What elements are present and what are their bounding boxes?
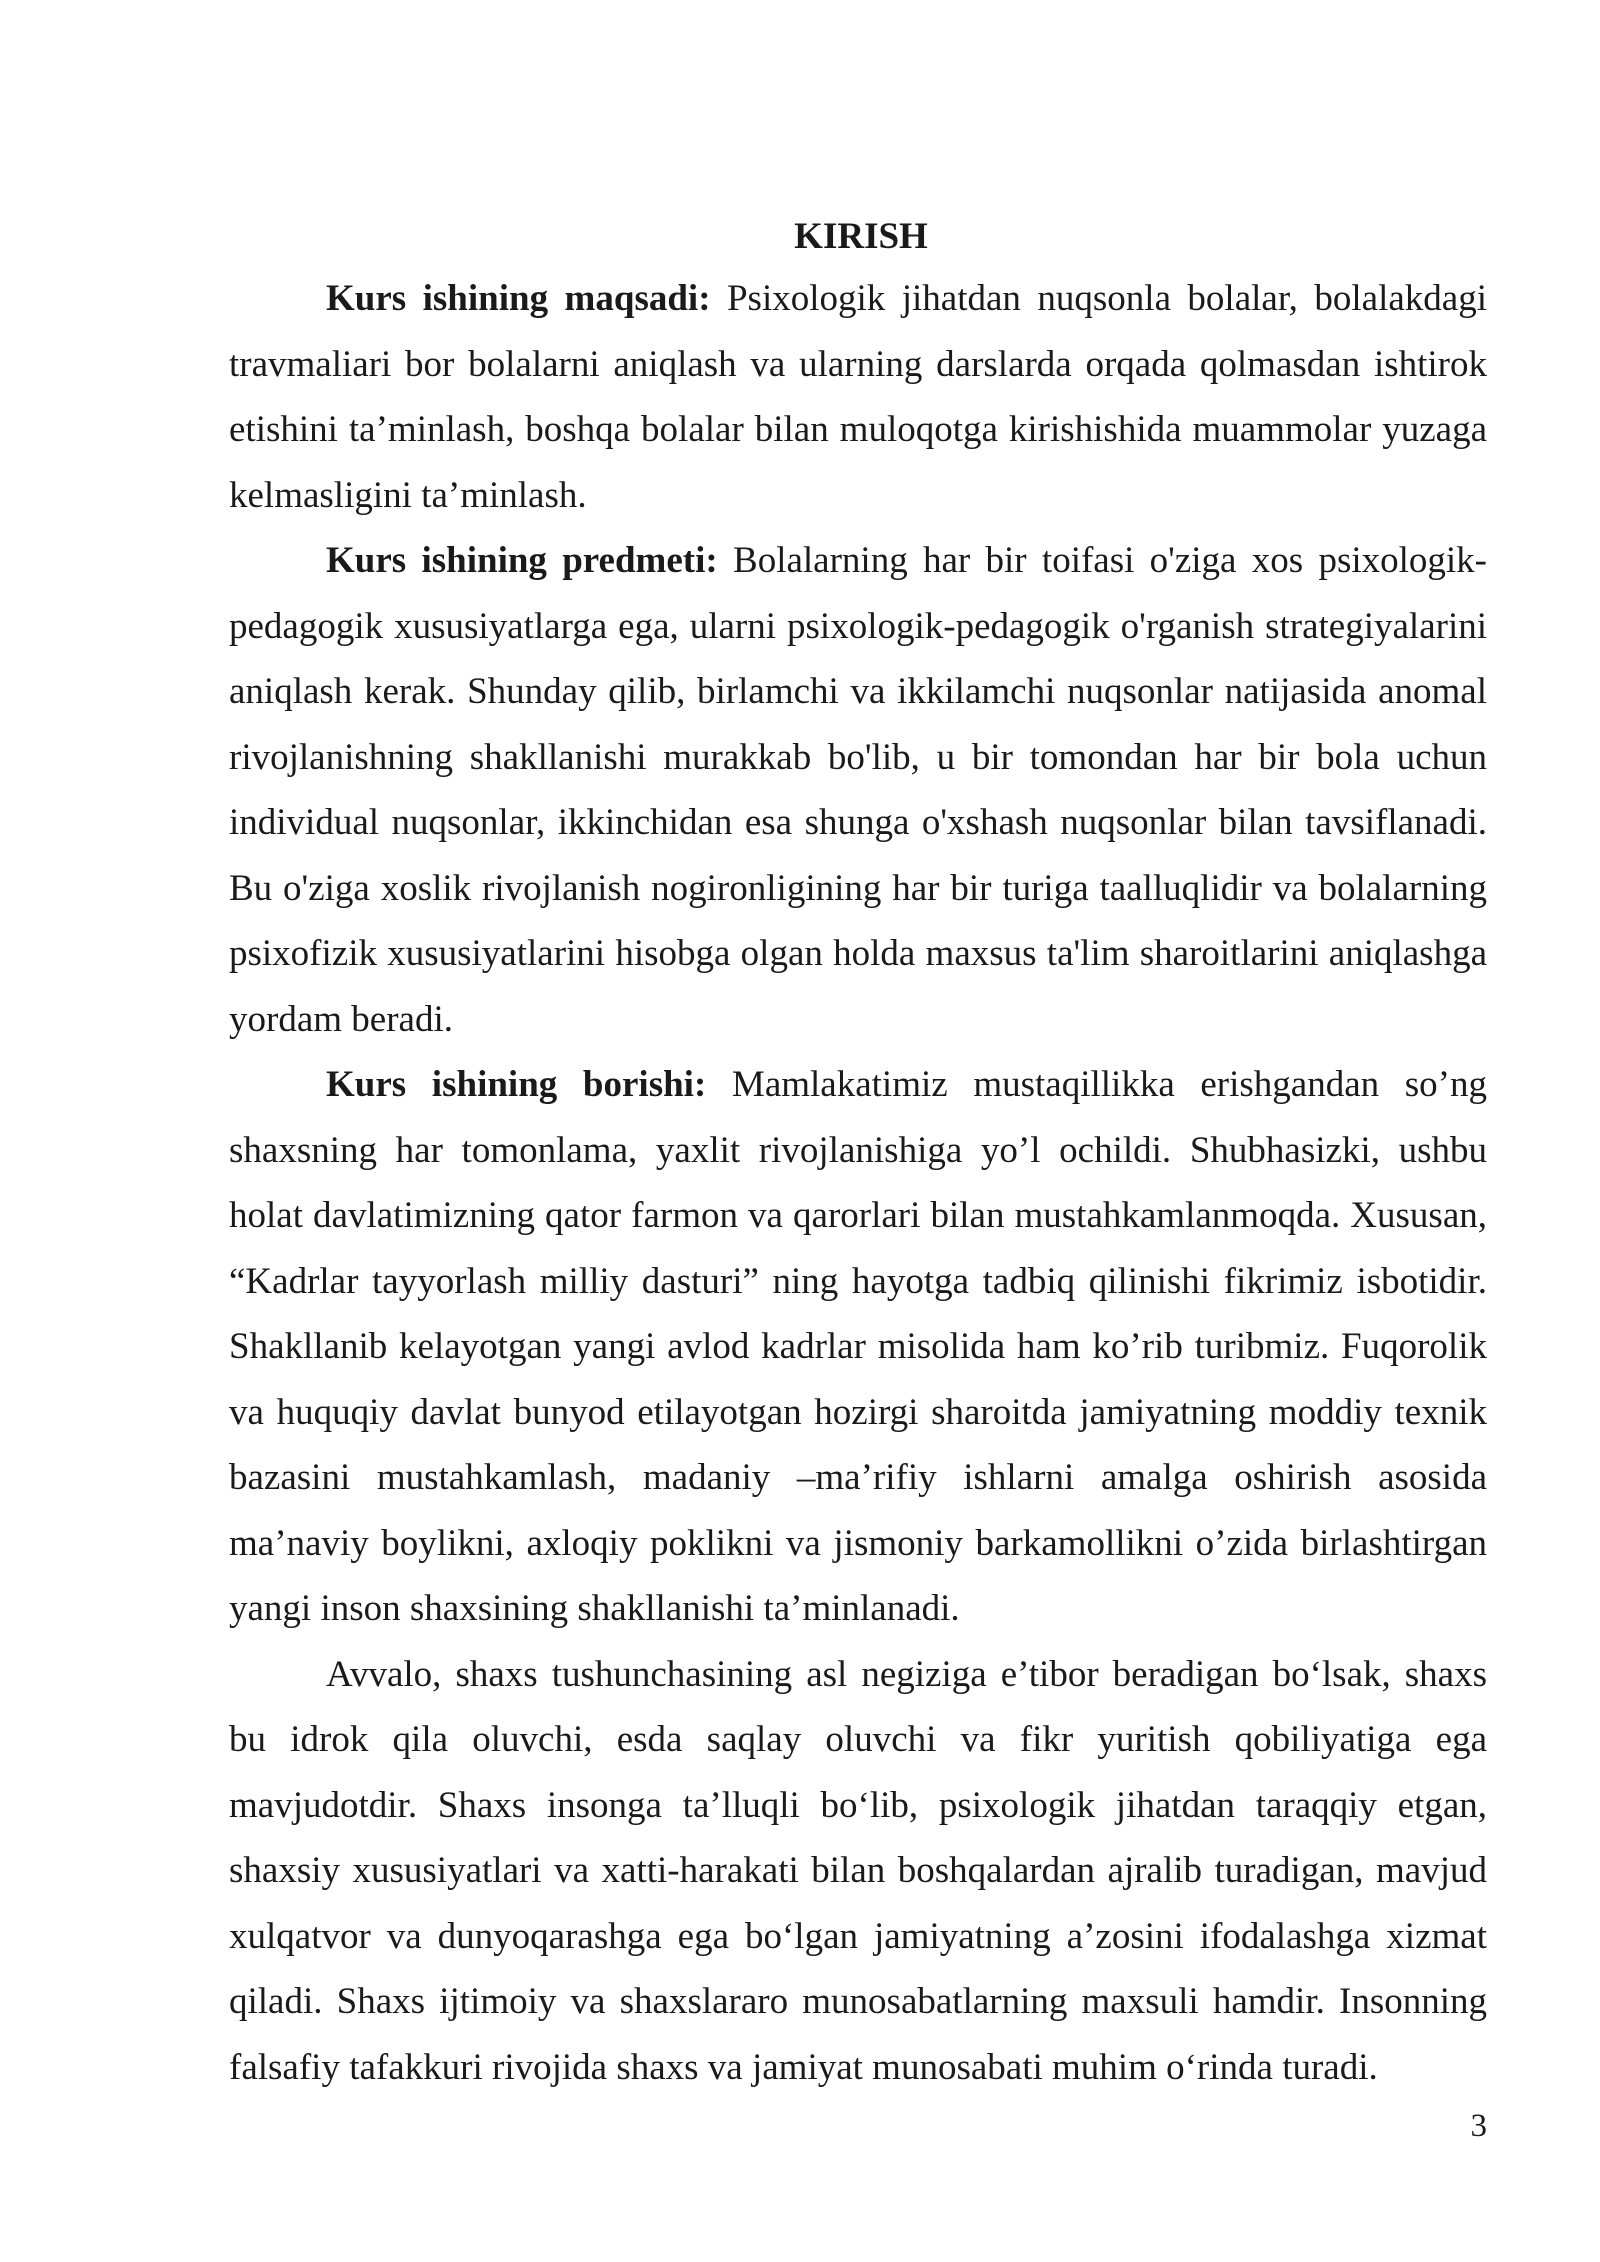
paragraph-borishi	[229, 1052, 1487, 1642]
paragraph-text: Bolalarning har bir toifasi o'ziga xos psixologik-pedagogik xususiyatlarga ega, ularni psixologik-pedagogik o'rganish strategiyalarini aniqlash kerak. Shunday qilib, birlamchi va ikkilamchi nuqsonlar natijasida anomal rivojlanishning shakllanishi murakkab bo'lib, u bir tomondan har bir bola uchun individual nuqsonlar, ikkinchidan esa shunga o'xshash nuqsonlar bilan tavsiflanadi. Bu o'ziga xoslik rivojlanish nogironligining har bir turiga taalluqlidir va bolalarning psixofizik xususiyatlarini hisobga olgan holda maxsus ta'lim sharoitlarini aniqlashga yordam beradi.	[229, 540, 1487, 1040]
paragraph-maqsadi	[229, 266, 1487, 528]
paragraph-text: Psixologik jihatdan nuqsonla bolalar, bolalakdagi travmaliari bor bolalarni aniqlash va ularning darslarda orqada qolmasdan ishtirok etishini ta’minlash, boshqa bolalar bilan muloqotga kirishishida muammolar yuzaga kelmasligini ta’minlash.	[229, 278, 1487, 516]
page-content	[229, 212, 1487, 2100]
paragraph-lead: Kurs ishining borishi:	[326, 1064, 707, 1105]
paragraph-lead: Kurs ishining predmeti:	[326, 540, 718, 581]
paragraph-predmeti	[229, 528, 1487, 1052]
page-number: 3	[1470, 2108, 1487, 2144]
paragraph-text: Mamlakatimiz mustaqillikka erishgandan so’ng shaxsning har tomonlama, yaxlit rivojlanishiga yo’l ochildi. Shubhasizki, ushbu holat davlatimizning qator farmon va qarorlari bilan mustahkamlanmoqda. Xususan, “Kadrlar tayyorlash milliy dasturi” ning hayotga tadbiq qilinishi fikrimiz isbotidir. Shakllanib kelayotgan yangi avlod kadrlar misolida ham ko’rib turibmiz. Fuqorolik va huquqiy davlat bunyod etilayotgan hozirgi sharoitda jamiyatning moddiy texnik bazasini mustahkamlash, madaniy –ma’rifiy ishlarni amalga oshirish asosida ma’naviy boylikni, axloqiy poklikni va jismoniy barkamollikni o’zida birlashtirgan yangi inson shaxsining shakllanishi ta’minlanadi.	[229, 1064, 1487, 1629]
page-title: KIRISH	[794, 216, 928, 257]
paragraph-text: Avvalo, shaxs tushunchasining asl negiziga e’tibor beradigan bo‘lsak, shaxs bu idrok qila oluvchi, esda saqlay oluvchi va fikr yuritish qobiliyatiga ega mavjudotdir. Shaxs insonga ta’lluqli bo‘lib, psixologik jihatdan taraqqiy etgan, shaxsiy xususiyatlari va xatti-harakati bilan boshqalardan ajralib turadigan, mavjud xulqatvor va dunyoqarashga ega bo‘lgan jamiyatning a’zosini ifodalashga xizmat qiladi. Shaxs ijtimoiy va shaxslararo munosabatlarning maxsuli hamdir. Insonning falsafiy tafakkuri rivojida shaxs va jamiyat munosabati muhim o‘rinda turadi.	[229, 1653, 1487, 2088]
paragraph-lead: Kurs ishining maqsadi:	[326, 278, 711, 319]
paragraph-avvalo	[229, 1642, 1487, 2101]
